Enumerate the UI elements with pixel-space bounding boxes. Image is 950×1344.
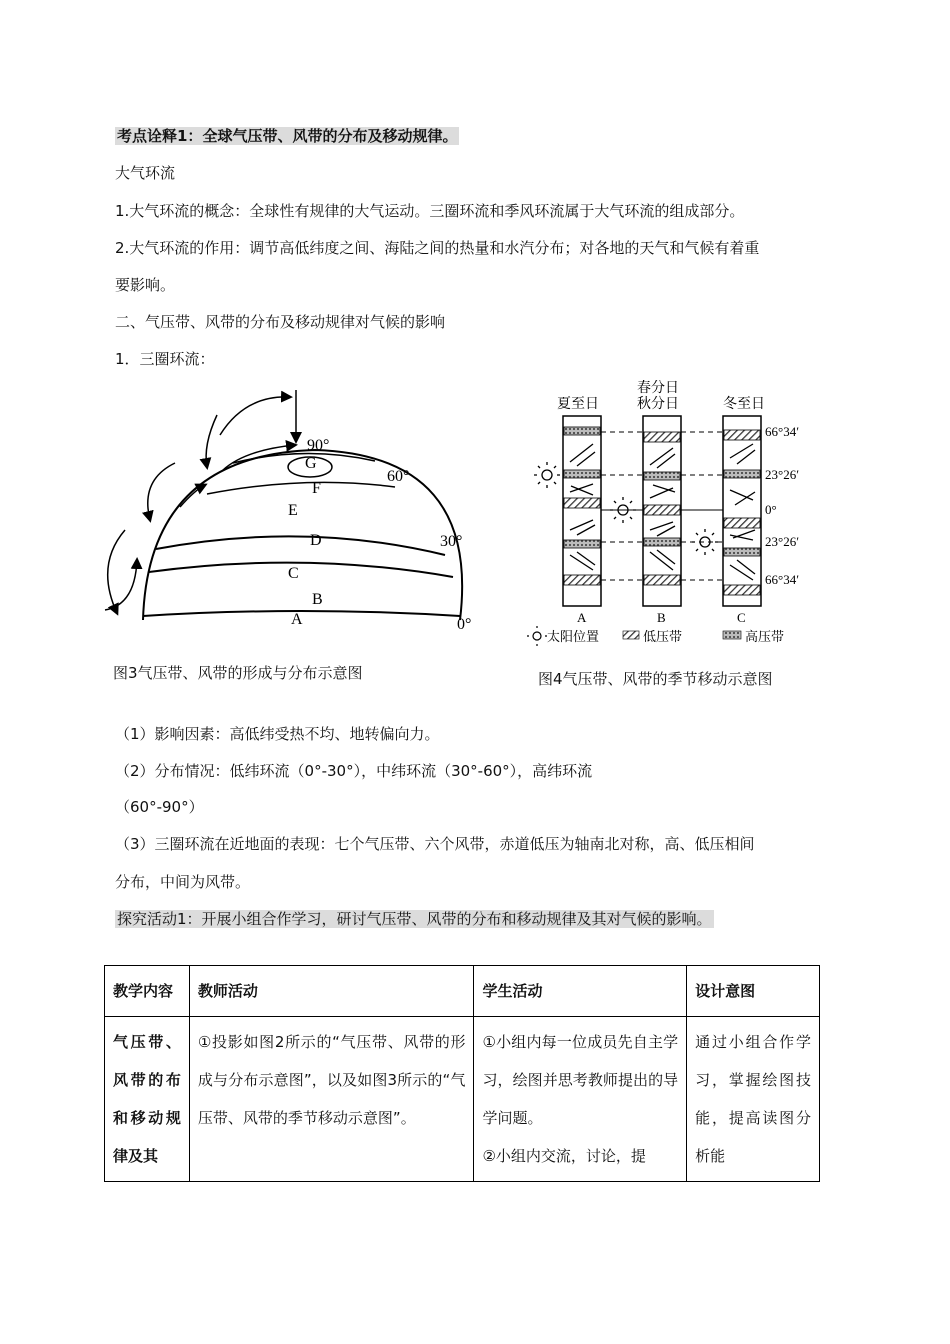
zone-label: D xyxy=(310,532,322,549)
subsection-title: 二、气压带、风带的分布及移动规律对气候的影响 xyxy=(115,313,446,331)
header-teacher: 教师活动 xyxy=(189,966,474,1017)
item-1: 1．三圈环流： xyxy=(115,350,215,368)
heading-text: 考点诠释1：全球气压带、风带的分布及移动规律。 xyxy=(117,127,458,145)
cell-intent: 通过小组合作学习，掌握绘图技能，提高读图分析能 xyxy=(687,1017,820,1182)
lat-label: 66°34′ xyxy=(765,424,800,439)
lat-label: 0° xyxy=(457,616,472,633)
zone-label: B xyxy=(312,591,323,608)
lat-label: 23°26′ xyxy=(765,534,800,549)
low-pressure-swatch xyxy=(623,631,639,639)
cell-teacher: ①投影如图2所示的“气压带、风带的形成与分布示意图”，以及如图3所示的“气压带、风带的季节移动示意图”。 xyxy=(189,1017,474,1182)
figure-3-diagram xyxy=(95,385,495,635)
note-2b: （60°-90°） xyxy=(115,798,204,816)
lat-label: 66°34′ xyxy=(765,572,800,587)
paragraph-2b: 要影响。 xyxy=(115,276,176,294)
sun-icon xyxy=(533,632,541,640)
col-title: 春分日 xyxy=(637,381,679,396)
lat-label: 23°26′ xyxy=(765,467,800,482)
lat-label: 60° xyxy=(387,468,410,485)
header-content: 教学内容 xyxy=(105,966,190,1017)
lat-label: 30° xyxy=(440,533,463,550)
col-letter: A xyxy=(577,610,587,625)
section-title: 大气环流 xyxy=(115,164,176,182)
zone-label: G xyxy=(305,455,317,472)
cell-content: 气压带、风带的布和移动规律及其 xyxy=(105,1017,190,1182)
header-student: 学生活动 xyxy=(474,966,687,1017)
note-3a: （3）三圈环流在近地面的表现：七个气压带、六个风带，赤道低压为轴南北对称，高、低压相间 xyxy=(115,835,755,853)
heading xyxy=(115,126,459,146)
cell-student xyxy=(474,1017,687,1182)
activity xyxy=(115,909,714,929)
header-intent: 设计意图 xyxy=(687,966,820,1017)
legend-sun: 太阳位置 xyxy=(547,629,600,644)
figure-3-caption: 图3气压带、风带的形成与分布示意图 xyxy=(113,664,363,682)
lesson-table xyxy=(104,965,820,1182)
zone-label: F xyxy=(312,480,321,497)
paragraph-1: 1.大气环流的概念：全球性有规律的大气运动。三圈环流和季风环流属于大气环流的组成部分。 xyxy=(115,202,745,220)
col-letter: B xyxy=(657,610,666,625)
table-row xyxy=(105,1017,820,1182)
note-1: （1）影响因素：高低纬受热不均、地转偏向力。 xyxy=(115,725,440,743)
figure-4-caption: 图4气压带、风带的季节移动示意图 xyxy=(538,670,773,688)
high-pressure-swatch xyxy=(723,631,741,639)
student-step-1: ①小组内每一位成员先自主学习，绘图并思考教师提出的导学问题。 xyxy=(482,1033,679,1127)
note-2a: （2）分布情况：低纬环流（0°-30°），中纬环流（30°-60°），高纬环流 xyxy=(115,762,593,780)
figure-4-legend xyxy=(527,626,784,646)
lat-label: 0° xyxy=(765,502,777,517)
lat-label: 90° xyxy=(307,437,330,454)
col-title: 夏至日 xyxy=(557,397,599,412)
figure-4-diagram xyxy=(525,380,835,650)
paragraph-2a: 2.大气环流的作用：调节高低纬度之间、海陆之间的热量和水汽分布；对各地的天气和气候有着重 xyxy=(115,239,760,257)
legend-high: 高压带 xyxy=(745,629,785,644)
activity-text: 探究活动1：开展小组合作学习，研讨气压带、风带的分布和移动规律及其对气候的影响。 xyxy=(117,910,712,928)
table-header-row xyxy=(105,966,820,1017)
zone-label: E xyxy=(288,502,298,519)
legend-low: 低压带 xyxy=(643,629,683,644)
student-step-2: ②小组内交流，讨论，提 xyxy=(482,1147,646,1165)
note-3b: 分布，中间为风带。 xyxy=(115,873,251,891)
col-letter: C xyxy=(737,610,746,625)
zone-label: A xyxy=(291,611,303,628)
zone-label: C xyxy=(288,565,299,582)
col-title: 秋分日 xyxy=(637,397,679,412)
col-title: 冬至日 xyxy=(723,397,765,412)
